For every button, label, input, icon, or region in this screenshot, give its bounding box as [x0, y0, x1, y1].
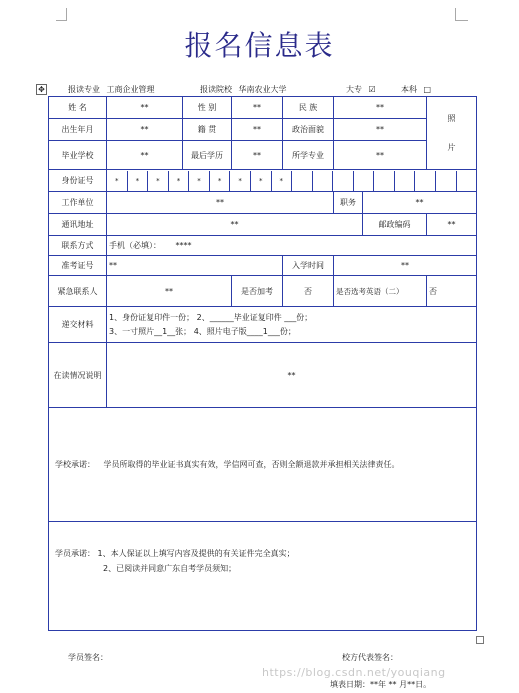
level-college-label: 大专	[346, 85, 362, 94]
enroll-value[interactable]: **	[334, 256, 477, 276]
materials-cell[interactable]	[107, 307, 477, 343]
address-value[interactable]: **	[107, 214, 363, 236]
empty-box-icon[interactable]: □	[423, 85, 432, 94]
page-title: 报名信息表	[184, 29, 335, 62]
exam-value[interactable]: 否	[283, 276, 334, 307]
student-promise-label: 学员承诺：	[55, 549, 95, 558]
postcode-label: 邮政编码	[363, 214, 427, 236]
gender-label: 性 别	[183, 97, 232, 119]
ethnicity-value[interactable]: **	[334, 97, 427, 119]
school-promise-cell	[49, 408, 477, 522]
level-college[interactable]	[346, 84, 376, 95]
enroll-label: 入学时间	[283, 256, 334, 276]
emergency-value[interactable]: **	[107, 276, 232, 307]
id-digit-box[interactable]	[333, 171, 354, 191]
grad-school-label: 毕业学校	[49, 141, 107, 170]
student-signature[interactable]: 学员签名：	[68, 653, 108, 662]
name-label: 姓 名	[49, 97, 107, 119]
materials-line-1: 1、身份证复印件一份； 2、______毕业证复印件 ___份；	[109, 313, 313, 322]
registration-form	[48, 96, 477, 631]
level-bachelor[interactable]	[401, 84, 431, 95]
id-digit-box[interactable]	[395, 171, 416, 191]
english-label: 是否选考英语（二）	[334, 276, 427, 307]
id-number-grid[interactable]	[107, 170, 477, 192]
id-digit-box[interactable]	[415, 171, 436, 191]
id-digit-box[interactable]: *	[148, 171, 169, 191]
school-value: 华南农业大学	[238, 85, 287, 94]
id-digit-box[interactable]: *	[230, 171, 251, 191]
postcode-value[interactable]: **	[427, 214, 477, 236]
name-value[interactable]: **	[107, 97, 183, 119]
origin-label: 籍 贯	[183, 119, 232, 141]
work-value[interactable]: **	[107, 192, 334, 214]
gender-value[interactable]: **	[232, 97, 283, 119]
education-label: 最后学历	[183, 141, 232, 170]
english-value[interactable]: 否	[427, 276, 477, 307]
contact-phone-label: 手机（必填）：	[109, 241, 161, 250]
id-digit-box[interactable]: *	[107, 171, 128, 191]
school-promise-label: 学校承诺：	[55, 460, 95, 469]
fill-date[interactable]	[330, 679, 431, 690]
major-line	[68, 84, 155, 95]
address-label: 通讯地址	[49, 214, 107, 236]
birth-value[interactable]: **	[107, 119, 183, 141]
student-promise-line-2: 2、已阅读并同意广东自考学员须知；	[103, 564, 237, 573]
major-label: 报读专业	[68, 85, 100, 94]
student-promise-cell	[49, 522, 477, 631]
table-resize-handle[interactable]	[476, 636, 484, 644]
id-digit-box[interactable]: *	[128, 171, 149, 191]
major-value: 工商企业管理	[106, 85, 155, 94]
photo-cell[interactable]	[427, 97, 477, 170]
photo-label-2: 片	[447, 143, 456, 152]
study-label: 在读情况说明	[49, 343, 107, 408]
exam-label: 是否加考	[232, 276, 283, 307]
job-label: 职务	[334, 192, 363, 214]
grad-major-label: 所学专业	[283, 141, 334, 170]
school-promise-text: 学员所取得的毕业证书真实有效，学信网可查，否则全额退款并承担相关法律责任。	[103, 460, 400, 469]
ticket-value[interactable]: **	[107, 256, 283, 276]
politics-value[interactable]: **	[334, 119, 427, 141]
id-digit-box[interactable]	[374, 171, 395, 191]
checked-box-icon[interactable]: ☑	[368, 85, 376, 94]
birth-label: 出生年月	[49, 119, 107, 141]
politics-label: 政治面貌	[283, 119, 334, 141]
job-value[interactable]: **	[363, 192, 477, 214]
id-digit-box[interactable]	[292, 171, 313, 191]
id-digit-box[interactable]: *	[210, 171, 231, 191]
school-signature[interactable]: 校方代表签名：	[342, 653, 398, 662]
grad-school-value[interactable]: **	[107, 141, 183, 170]
ethnicity-label: 民 族	[283, 97, 334, 119]
id-digit-box[interactable]: *	[189, 171, 210, 191]
id-digit-box[interactable]: *	[272, 171, 293, 191]
id-digit-box[interactable]	[436, 171, 457, 191]
emergency-label: 紧急联系人	[49, 276, 107, 307]
crop-mark-top-left	[56, 8, 67, 21]
id-digit-box[interactable]: *	[251, 171, 272, 191]
materials-label: 递交材料	[49, 307, 107, 343]
school-label: 报读院校	[200, 85, 232, 94]
date-value[interactable]: **年 ** 月**日。	[370, 680, 432, 689]
ticket-label: 准考证号	[49, 256, 107, 276]
study-value[interactable]: **	[107, 343, 477, 408]
photo-label: 照	[447, 114, 456, 123]
id-digit-box[interactable]	[457, 171, 477, 191]
crop-mark-top-right	[455, 8, 468, 21]
materials-line-2: 3、一寸照片__1__张； 4、照片电子版____1___份；	[109, 327, 296, 336]
education-value[interactable]: **	[232, 141, 283, 170]
work-label: 工作单位	[49, 192, 107, 214]
id-digit-box[interactable]: *	[169, 171, 190, 191]
watermark: https://blog.csdn.net/youqiang	[262, 666, 446, 679]
id-digit-box[interactable]	[313, 171, 334, 191]
student-promise-line-1: 1、本人保证以上填写内容及提供的有关证件完全真实；	[97, 549, 295, 558]
school-line	[200, 84, 287, 95]
table-move-handle[interactable]: ✥	[36, 84, 47, 95]
origin-value[interactable]: **	[232, 119, 283, 141]
contact-label: 联系方式	[49, 236, 107, 256]
date-label: 填表日期：	[330, 680, 370, 689]
id-digit-box[interactable]	[354, 171, 375, 191]
level-bachelor-label: 本科	[401, 85, 417, 94]
contact-phone-value[interactable]: ****	[175, 241, 192, 250]
grad-major-value[interactable]: **	[334, 141, 427, 170]
id-label: 身份证号	[49, 170, 107, 192]
contact-cell[interactable]	[107, 236, 477, 256]
